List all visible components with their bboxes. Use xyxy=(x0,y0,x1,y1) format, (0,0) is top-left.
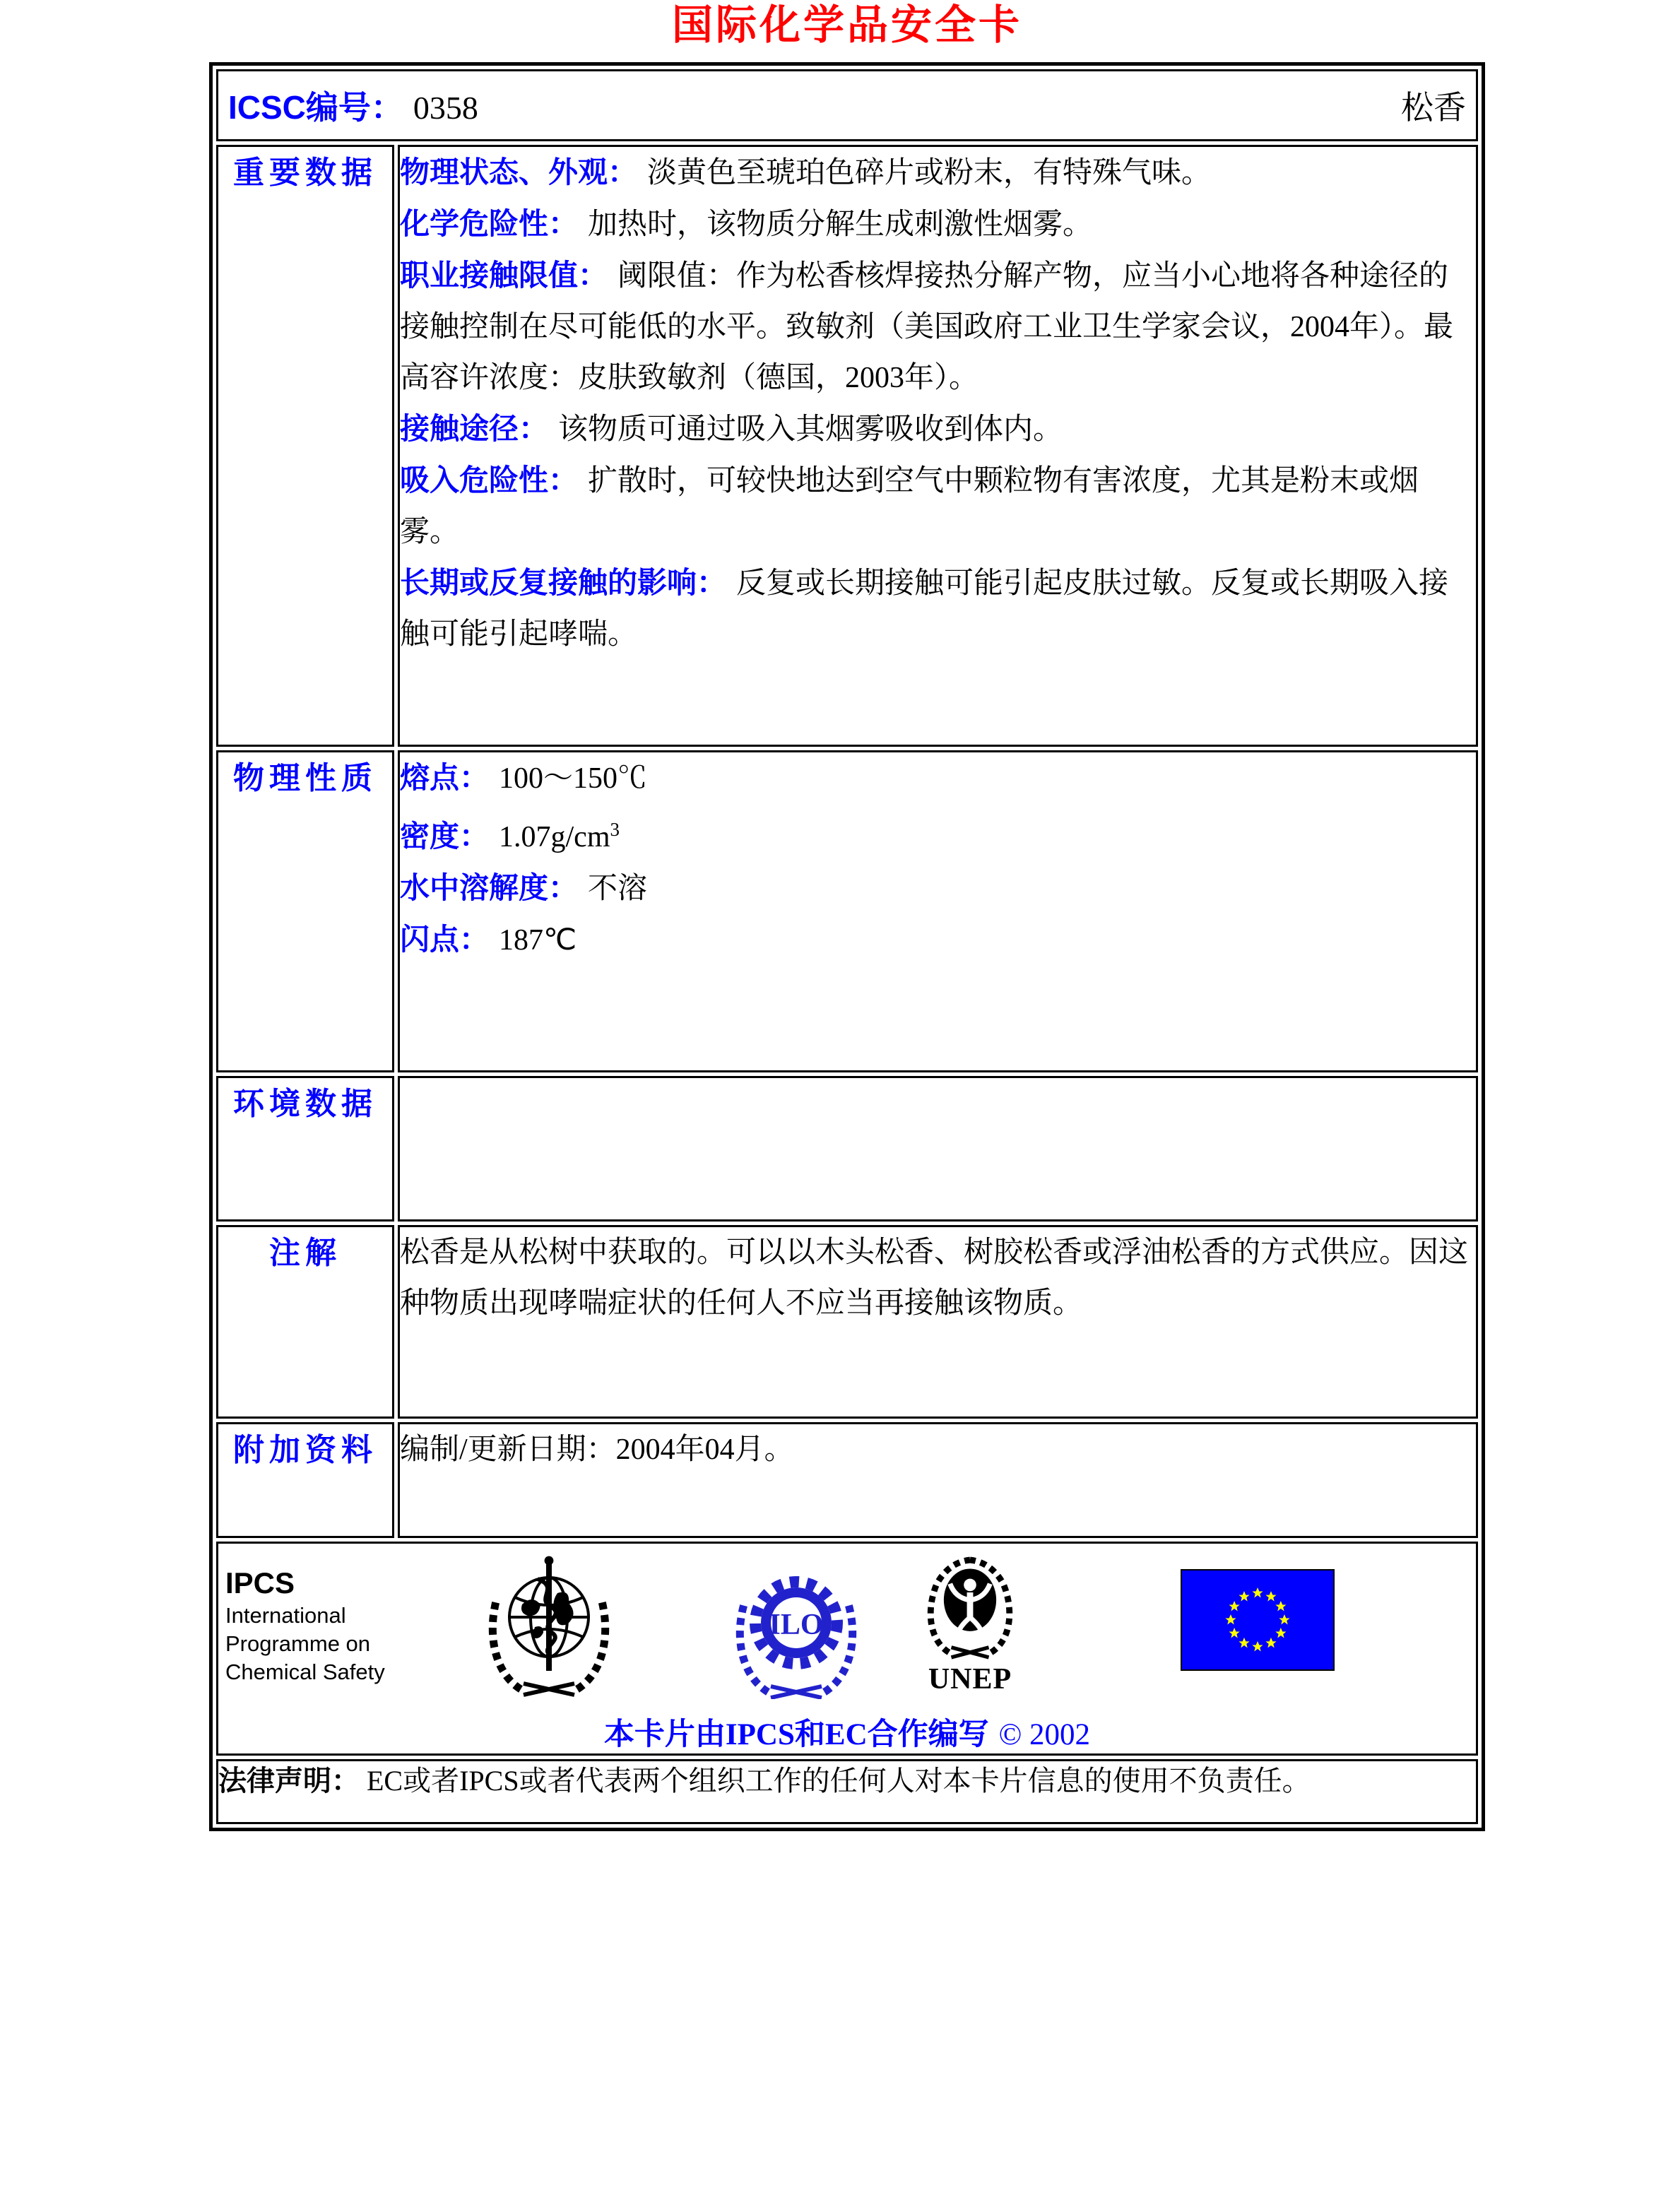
ipcs-subtitle-line: International xyxy=(225,1603,346,1628)
section-label-additional-info: 附加资料 xyxy=(233,1433,377,1467)
term-occupational-limits: 职业接触限值： xyxy=(400,259,608,292)
legal-row xyxy=(216,1759,1478,1824)
page-title: 国际化学品安全卡 xyxy=(671,2,1022,48)
term-exposure-routes: 接触途径： xyxy=(400,412,549,445)
unep-icon xyxy=(914,1555,1027,1696)
environmental-data-row xyxy=(216,1076,1478,1222)
text-inhalation-risk: 扩散时，可较快地达到空气中颗粒物有害浓度，尤其是粉末或烟雾。 xyxy=(400,465,1419,548)
additional-info-content-cell xyxy=(398,1422,1478,1538)
important-item xyxy=(400,250,1476,403)
legal-label: 法律声明： xyxy=(218,1766,360,1797)
additional-info-row xyxy=(216,1422,1478,1538)
unep-label: UNEP xyxy=(928,1663,1012,1696)
term-chemical-danger: 化学危险性： xyxy=(400,207,579,240)
environmental-data-content-cell xyxy=(398,1076,1478,1222)
text-density-exponent: 3 xyxy=(610,819,620,840)
icsc-number-value: 0358 xyxy=(413,90,478,126)
term-melting-point: 熔点： xyxy=(400,761,490,794)
important-data-content-cell xyxy=(398,145,1478,747)
credit-year: © 2002 xyxy=(998,1718,1091,1751)
header-row xyxy=(216,69,1478,141)
important-item xyxy=(400,455,1476,557)
text-flash-point: 187℃ xyxy=(499,924,577,957)
ipcs-subtitle-line: Chemical Safety xyxy=(225,1660,385,1684)
logos-row xyxy=(216,1542,1478,1756)
section-label-physical-properties: 物理性质 xyxy=(233,761,377,796)
physical-properties-label-cell xyxy=(216,750,394,1072)
term-physical-state: 物理状态、外观： xyxy=(400,155,638,189)
credit-line xyxy=(218,1710,1476,1753)
ilo-icon xyxy=(723,1558,870,1703)
important-data-label-cell xyxy=(216,145,394,747)
text-occupational-limits: 阈限值：作为松香核焊接热分解产物，应当小心地将各种途径的接触控制在尽可能低的水平。致敏剂（美国政府工业卫生学家会议，2004年）。最高容许浓度：皮肤致敏剂（德国，2003年）。 xyxy=(400,260,1454,394)
ipcs-title: IPCS xyxy=(225,1566,295,1599)
legal-cell xyxy=(216,1759,1478,1824)
term-flash-point: 闪点： xyxy=(400,923,490,956)
ipcs-logo-text xyxy=(225,1554,425,1686)
section-label-notes: 注解 xyxy=(269,1236,341,1270)
legal-text: EC或者IPCS或者代表两个组织工作的任何人对本卡片信息的使用不负责任。 xyxy=(367,1765,1311,1797)
important-item xyxy=(400,199,1476,250)
header-cell xyxy=(216,69,1478,141)
icsc-number-label: ICSC编号： xyxy=(228,89,403,126)
ipcs-subtitle-line: Programme on xyxy=(225,1631,371,1656)
term-water-solubility: 水中溶解度： xyxy=(400,871,579,904)
important-item xyxy=(400,147,1476,199)
ilo-letters: ILO xyxy=(769,1609,824,1641)
section-label-environmental-data: 环境数据 xyxy=(233,1087,377,1121)
term-inhalation-risk: 吸入危险性： xyxy=(400,463,579,497)
physical-item xyxy=(400,752,1476,804)
important-data-row xyxy=(216,145,1478,747)
text-physical-state: 淡黄色至琥珀色碎片或粉末，有特殊气味。 xyxy=(647,157,1212,189)
text-melting-point: 100～150℃ xyxy=(499,762,648,795)
who-icon xyxy=(478,1554,620,1707)
logos-cell xyxy=(216,1542,1478,1756)
term-long-term-effects: 长期或反复接触的影响： xyxy=(400,566,727,599)
substance-name: 松香 xyxy=(1401,90,1466,126)
notes-text: 松香是从松树中获取的。可以以木头松香、树胶松香或浮油松香的方式供应。因这种物质出现哮喘症状的任何人不应当再接触该物质。 xyxy=(400,1236,1469,1320)
additional-info-label-cell xyxy=(216,1422,394,1538)
credit-text: 本卡片由IPCS和EC合作编写 xyxy=(603,1718,989,1751)
eu-flag-icon xyxy=(1181,1569,1335,1671)
important-item xyxy=(400,403,1476,455)
text-chemical-danger: 加热时，该物质分解生成刺激性烟雾。 xyxy=(588,208,1093,241)
section-label-important-data: 重要数据 xyxy=(233,155,377,190)
physical-properties-content-cell xyxy=(398,750,1478,1072)
notes-row xyxy=(216,1225,1478,1419)
physical-item xyxy=(400,804,1476,863)
icsc-card-table xyxy=(209,62,1485,1831)
text-exposure-routes: 该物质可通过吸入其烟雾吸收到体内。 xyxy=(558,413,1063,446)
environmental-data-label-cell xyxy=(216,1076,394,1222)
physical-item xyxy=(400,863,1476,914)
notes-label-cell xyxy=(216,1225,394,1419)
important-item xyxy=(400,557,1476,660)
notes-content-cell xyxy=(398,1225,1478,1419)
text-water-solubility: 不溶 xyxy=(588,873,648,905)
physical-properties-row xyxy=(216,750,1478,1072)
text-long-term-effects: 反复或长期接触可能引起皮肤过敏。反复或长期吸入接触可能引起哮喘。 xyxy=(400,567,1449,651)
text-density: 1.07g/cm xyxy=(499,821,610,853)
additional-info-text: 编制/更新日期：2004年04月。 xyxy=(400,1433,794,1466)
icsc-number-group xyxy=(228,82,478,129)
physical-item xyxy=(400,914,1476,966)
term-density: 密度： xyxy=(400,820,490,853)
